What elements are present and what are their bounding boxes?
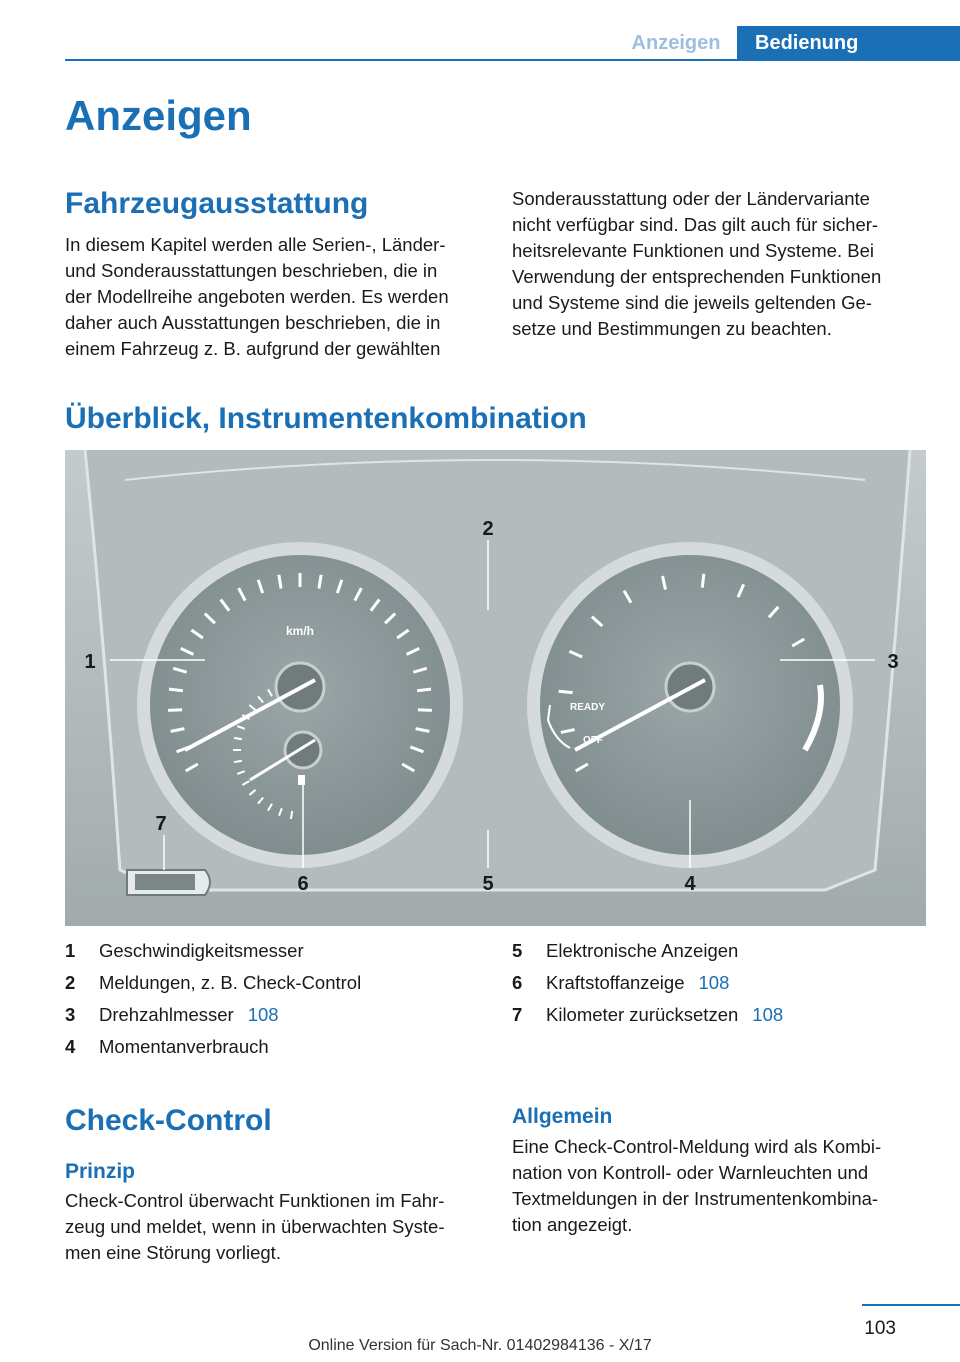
legend-label: Kilometer zurücksetzen (546, 1004, 739, 1025)
text-line: und Systeme sind die jeweils geltenden Ge- (512, 292, 872, 313)
heading-allgemein: Allgemein (512, 1105, 613, 1128)
legend-num: 2 (65, 972, 76, 993)
off-label: OFF (583, 735, 603, 746)
text-line: Check-Control überwacht Funktionen im Fahr- (65, 1190, 445, 1211)
callout-4: 4 (684, 873, 696, 895)
paragraph-prinzip (65, 1188, 485, 1266)
text-line: heitsrelevante Funktionen und Systeme. Bei (512, 240, 874, 261)
legend-label: Kraftstoffanzeige (546, 972, 685, 993)
legend-label: Momentanverbrauch (99, 1036, 269, 1057)
text-line: Textmeldungen in der Instrumentenkombina- (512, 1188, 879, 1209)
text-line: Verwendung der entsprechenden Funktionen (512, 266, 882, 287)
callout-2: 2 (482, 518, 494, 540)
legend-num: 1 (65, 940, 76, 961)
dial-tick (559, 691, 573, 692)
legend-num: 7 (512, 1004, 523, 1025)
footer-text: Online Version für Sach-Nr. 01402984136 - X/17 (308, 1337, 652, 1354)
legend-label: Elektronische Anzeigen (546, 940, 739, 961)
paragraph-left (65, 232, 485, 362)
dial-tick (418, 710, 432, 711)
text-line: In diesem Kapitel werden alle Serien-, Länder- (65, 234, 446, 255)
text-line: der Modellreihe angeboten werden. Es werden (65, 286, 449, 307)
legend-label: Geschwindigkeitsmesser (99, 940, 304, 961)
dial-tick (291, 811, 292, 819)
paragraph-allgemein (512, 1134, 932, 1238)
page-number: 103 (864, 1318, 896, 1339)
legend-left (65, 938, 465, 1066)
page-ref-link[interactable]: 108 (752, 1004, 784, 1025)
header-tab-anzeigen[interactable]: Anzeigen (631, 32, 721, 54)
legend-item-2 (65, 970, 465, 1002)
legend-num: 3 (65, 1004, 76, 1025)
dial-tick (234, 738, 242, 739)
legend-item-7 (512, 1002, 912, 1034)
ready-label: READY (570, 702, 606, 713)
text-line: Sonderausstattung oder der Ländervariante (512, 188, 870, 209)
legend-item-1 (65, 938, 465, 970)
callout-3: 3 (887, 651, 899, 673)
header-tab-bedienung[interactable]: Bedienung (737, 26, 960, 61)
page-title: Anzeigen (65, 92, 252, 139)
legend-item-3 (65, 1002, 465, 1034)
legend-item-4 (65, 1034, 465, 1066)
fuel-hub (285, 732, 321, 768)
text-line: setze und Bestimmungen zu beachten. (512, 318, 832, 339)
heading-prinzip: Prinzip (65, 1160, 136, 1183)
dial-tick (417, 689, 431, 691)
callout-5: 5 (482, 873, 494, 895)
legend-right (512, 938, 912, 1034)
instrument-cluster-figure (65, 450, 926, 926)
fuel-pump-icon (298, 775, 305, 785)
callout-7: 7 (155, 813, 167, 835)
legend-num: 5 (512, 940, 523, 961)
text-line: Eine Check-Control-Meldung wird als Kombi- (512, 1136, 882, 1157)
heading-ueberblick: Überblick, Instrumentenkombination (65, 402, 587, 435)
page-ref-link[interactable]: 108 (698, 972, 730, 993)
page-ref-link[interactable]: 108 (247, 1004, 279, 1025)
legend-item-6 (512, 970, 912, 1002)
text-line: men eine Störung vorliegt. (65, 1242, 281, 1263)
text-line: tion angezeigt. (512, 1214, 633, 1235)
speedometer-unit: km/h (285, 624, 315, 638)
dial-tick (234, 761, 242, 762)
callout-6: 6 (297, 873, 309, 895)
dial-tick (702, 574, 703, 588)
legend-num: 4 (65, 1036, 76, 1057)
legend-label: Meldungen, z. B. Check-Control (99, 972, 362, 993)
paragraph-right (512, 186, 932, 342)
text-line: einem Fahrzeug z. B. aufgrund der gewählten (65, 338, 441, 359)
legend-item-5 (512, 938, 912, 970)
heading-fahrzeugausstattung: Fahrzeugausstattung (65, 187, 369, 220)
text-line: zeug und meldet, wenn in überwachten Syste- (65, 1216, 445, 1237)
text-line: nicht verfügbar sind. Das gilt auch für sicher- (512, 214, 879, 235)
callout-1: 1 (84, 651, 96, 673)
legend-label: Drehzahlmesser (99, 1004, 234, 1025)
footer-rule (862, 1304, 960, 1306)
header-rule (65, 59, 960, 61)
text-line: nation von Kontroll- oder Warnleuchten und (512, 1162, 869, 1183)
reset-button-face (135, 874, 195, 890)
legend-num: 6 (512, 972, 523, 993)
text-line: daher auch Ausstattungen beschrieben, die in (65, 312, 441, 333)
text-line: und Sonderausstattungen beschrieben, die in (65, 260, 438, 281)
dial-tick (168, 710, 182, 711)
dial-tick (169, 689, 183, 691)
heading-check-control: Check-Control (65, 1104, 272, 1137)
